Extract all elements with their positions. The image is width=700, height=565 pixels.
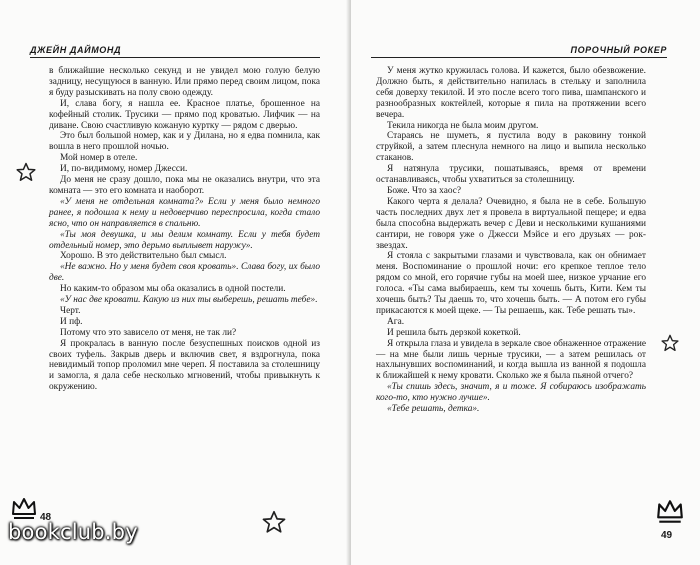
left-page: [0, 0, 349, 565]
paragraph: Я открыла глаза и увидела в зеркале свое обнаженное отражение — на мне были лишь черные трусики, — а затем решилась от нахлынувших воспоминаний, и когда вышла из ванной я подошла к ближайшей к нему кровати. Сколько же я была пьяной отчего?: [376, 338, 646, 382]
paragraph: «У нас две кровати. Какую из них ты выберешь, решать тебе».: [60, 295, 318, 306]
paragraph: в ближайшие несколько секунд и не увидел мою голую белую задницу, несущуюся в ванную. Или прямо перед своим лицом, пока я буду разыскивать на полу свою одежду.: [49, 66, 320, 98]
paragraph: Я прокралась в ванную после безуспешных поисков одной из своих туфель. Закрыв дверь и включив свет, я вздрогнула, пока невидимый топор проломил мне череп. Я поставила за столешницу и замогла, я дала себе несколько мгновений, чтобы привыкнуть к окружению.: [49, 338, 320, 393]
paragraph: Боже. Что за хаос?: [387, 185, 462, 196]
paragraph: «Ты спишь здесь, значит, я и тоже. Я собираюсь изображать кого-то, кто нужно лучше».: [376, 382, 646, 404]
paragraph: И, слава богу, я нашла ее. Красное платье, брошенное на кофейный столик. Трусики — прямо под кроватью. Лифчик — на диване. Свою счастливую кожаную куртку — рядом с дверью.: [49, 98, 320, 131]
paragraph: Ага.: [387, 316, 405, 327]
right-running-head: ПОРОЧНЫЙ РОКЕР: [371, 45, 667, 58]
crown-doodle-icon: [655, 498, 685, 526]
paragraph: У меня жутко кружилась голова. И кажется, было обезвожение. Должно быть, я действительно напилась в стельку и заполнила себя доверху текилой. И это после всего того пива, шампанского и разнообразных коктейлей, которые я пила на протяжении всего вечера.: [376, 66, 646, 120]
paragraph: «Тебе решать, детка».: [387, 404, 480, 415]
star-doodle-icon: [16, 162, 36, 182]
paragraph: Но каким-то образом мы оба оказались в одной постели.: [60, 284, 286, 295]
paragraph: И решила быть дерзкой кокеткой.: [387, 327, 521, 338]
paragraph: Я натянула трусики, пошатываясь, время от времени останавливаясь, чтобы ухватиться за столешницу.: [376, 164, 646, 186]
paragraph: Текила никогда не была моим другом.: [387, 120, 539, 131]
paragraph: «Ты моя девушка, и мы делим комнату. Если у тебя будет отдельный номер, это дерьмо выплывет наружу».: [49, 229, 320, 251]
paragraph: «Не важно. Но у меня будет своя кровать». Слава богу, их было две.: [49, 262, 320, 284]
paragraph: Хорошо. В это действительно был смысл.: [60, 251, 227, 262]
paragraph: Мой номер в отеле.: [60, 153, 138, 164]
right-page: [351, 0, 700, 565]
watermark-text: bookclub.by: [8, 520, 138, 544]
left-running-head: ДЖЕЙН ДАЙМОНД: [30, 45, 320, 58]
star-doodle-icon: [262, 510, 286, 534]
paragraph: Это был большой номер, как и у Дилана, но я едва помнила, как вошла в него прошлой ночью.: [49, 131, 320, 153]
paragraph: Я стояла с закрытыми глазами и чувствовала, как он обнимает меня. Воспоминание о прошлой ночи: его крепкое теплое тело рядом со мной, его горячие губы на моей шее, низкое урчание его голоса. «Ты сама выбираешь, кем ты хочешь быть, Кити. Кем ты хочешь быть? Ты даешь то, что хочешь быть. — А потом его губы прикасаются к моей щеке. — Ты решаешь, как. Тебе решать ты».: [376, 251, 646, 316]
crown-doodle-icon: [10, 496, 38, 522]
paragraph: Потому что это зависело от меня, не так ли?: [60, 327, 237, 338]
paragraph: Стараясь не шуметь, я пустила воду в раковину тонкой струйкой, а затем плеснула немного на лицо и выпила несколько стаканов.: [376, 131, 646, 164]
paragraph: До меня не сразу дошло, пока мы не оказались внутри, что эта комната — это его комната и наоборот.: [49, 175, 320, 196]
paragraph: Черт.: [60, 305, 81, 316]
paragraph: И, по-видимому, номер Джесси.: [60, 164, 188, 175]
paragraph: Какого черта я делала? Очевидно, я была не в себе. Большую часть последних двух лет я провела в виртуальной пещере; и едва была способна выдержать вечер с Деви и несколькими кушаниями сантири, не говоря уже о Джесси Мэйсе и его друзьях — рок-звездах.: [376, 196, 646, 251]
left-page-number: 48: [40, 512, 52, 523]
right-page-text: [376, 66, 646, 415]
paragraph: И пф.: [60, 316, 83, 327]
right-page-number: 49: [661, 530, 673, 541]
left-page-text: [49, 66, 320, 393]
paragraph: «У меня не отдельная комната?» Если у меня было немного ранее, я подошла к нему и недоверчиво переспросила, когда стало ясно, что он направляется в спальню.: [49, 196, 320, 229]
star-doodle-icon: [661, 334, 679, 352]
